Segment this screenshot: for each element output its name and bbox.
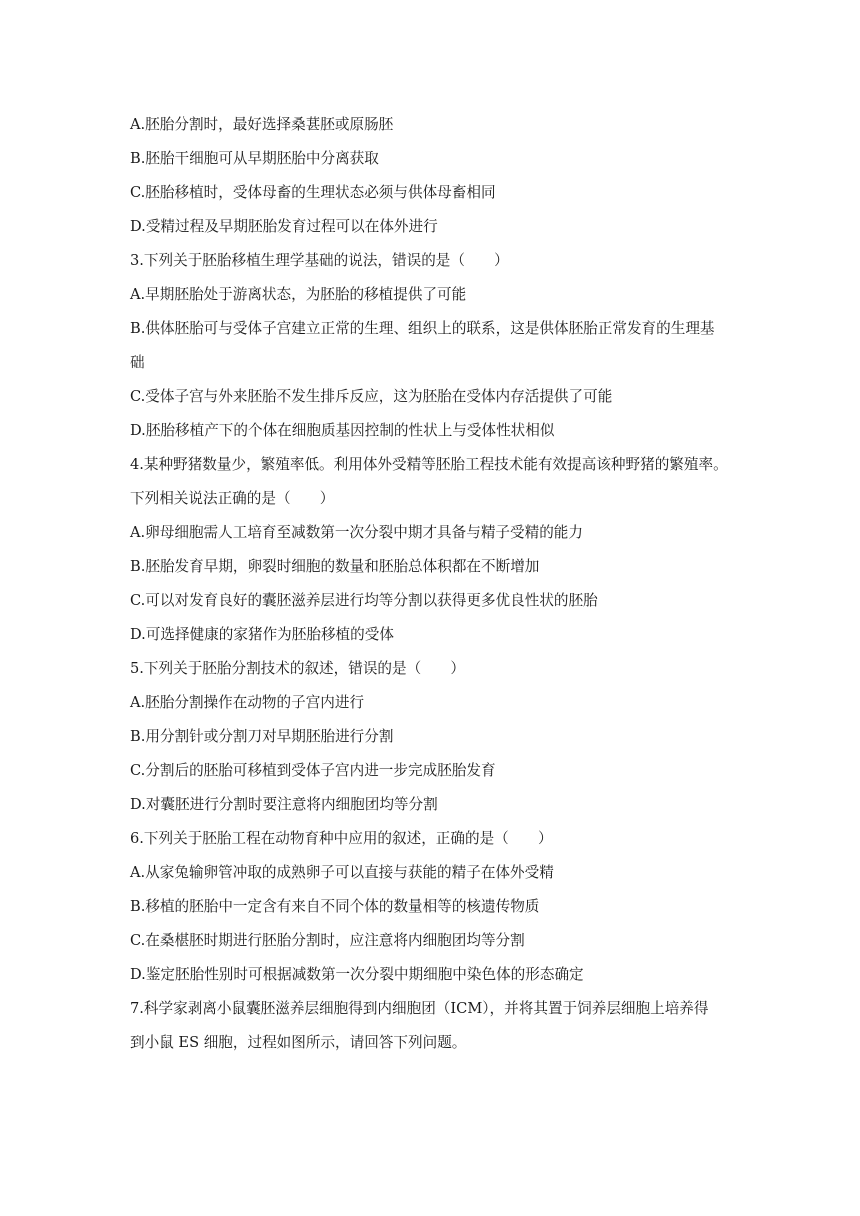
- option-2d: D.受精过程及早期胚胎发育过程可以在体外进行: [130, 218, 438, 235]
- option-3b-cont: 础: [130, 354, 145, 371]
- question-4-cont: 下列相关说法正确的是（ ）: [130, 490, 335, 507]
- document-body: [130, 108, 740, 1060]
- option-3c: C.受体子宫与外来胚胎不发生排斥反应，这为胚胎在受体内存活提供了可能: [130, 388, 613, 405]
- option-6a: A.从家兔输卵管冲取的成熟卵子可以直接与获能的精子在体外受精: [130, 864, 554, 881]
- option-5b: B.用分割针或分割刀对早期胚胎进行分割: [130, 728, 394, 745]
- option-3d: D.胚胎移植产下的个体在细胞质基因控制的性状上与受体性状相似: [130, 422, 555, 439]
- question-4: 4.某种野猪数量少，繁殖率低。利用体外受精等胚胎工程技术能有效提高该种野猪的繁殖率。: [130, 456, 728, 473]
- option-4c: C.可以对发育良好的囊胚滋养层进行均等分割以获得更多优良性状的胚胎: [130, 592, 598, 609]
- option-5c: C.分割后的胚胎可移植到受体子宫内进一步完成胚胎发育: [130, 762, 496, 779]
- option-5a: A.胚胎分割操作在动物的子宫内进行: [130, 694, 365, 711]
- question-6: 6.下列关于胚胎工程在动物育种中应用的叙述，正确的是（ ）: [130, 830, 553, 847]
- option-2c: C.胚胎移植时，受体母畜的生理状态必须与供体母畜相同: [130, 184, 496, 201]
- question-7-cont: 到小鼠 ES 细胞，过程如图所示，请回答下列问题。: [130, 1034, 467, 1051]
- option-2b: B.胚胎干细胞可从早期胚胎中分离获取: [130, 150, 379, 167]
- option-2a: A.胚胎分割时，最好选择桑葚胚或原肠胚: [130, 116, 394, 133]
- question-7: 7.科学家剥离小鼠囊胚滋养层细胞得到内细胞团（ICM），并将其置于饲养层细胞上培养得: [130, 1000, 709, 1017]
- option-3b: B.供体胚胎可与受体子宫建立正常的生理、组织上的联系，这是供体胚胎正常发育的生理基: [130, 320, 715, 337]
- option-4d: D.可选择健康的家猪作为胚胎移植的受体: [130, 626, 394, 643]
- question-5: 5.下列关于胚胎分割技术的叙述，错误的是（ ）: [130, 660, 465, 677]
- question-3: 3.下列关于胚胎移植生理学基础的说法，错误的是（ ）: [130, 252, 509, 269]
- option-6b: B.移植的胚胎中一定含有来自不同个体的数量相等的核遗传物质: [130, 898, 540, 915]
- option-6c: C.在桑椹胚时期进行胚胎分割时，应注意将内细胞团均等分割: [130, 932, 525, 949]
- option-5d: D.对囊胚进行分割时要注意将内细胞团均等分割: [130, 796, 438, 813]
- option-4b: B.胚胎发育早期，卵裂时细胞的数量和胚胎总体积都在不断增加: [130, 558, 540, 575]
- option-6d: D.鉴定胚胎性别时可根据减数第一次分裂中期细胞中染色体的形态确定: [130, 966, 584, 983]
- option-4a: A.卵母细胞需人工培育至减数第一次分裂中期才具备与精子受精的能力: [130, 524, 583, 541]
- option-3a: A.早期胚胎处于游离状态，为胚胎的移植提供了可能: [130, 286, 467, 303]
